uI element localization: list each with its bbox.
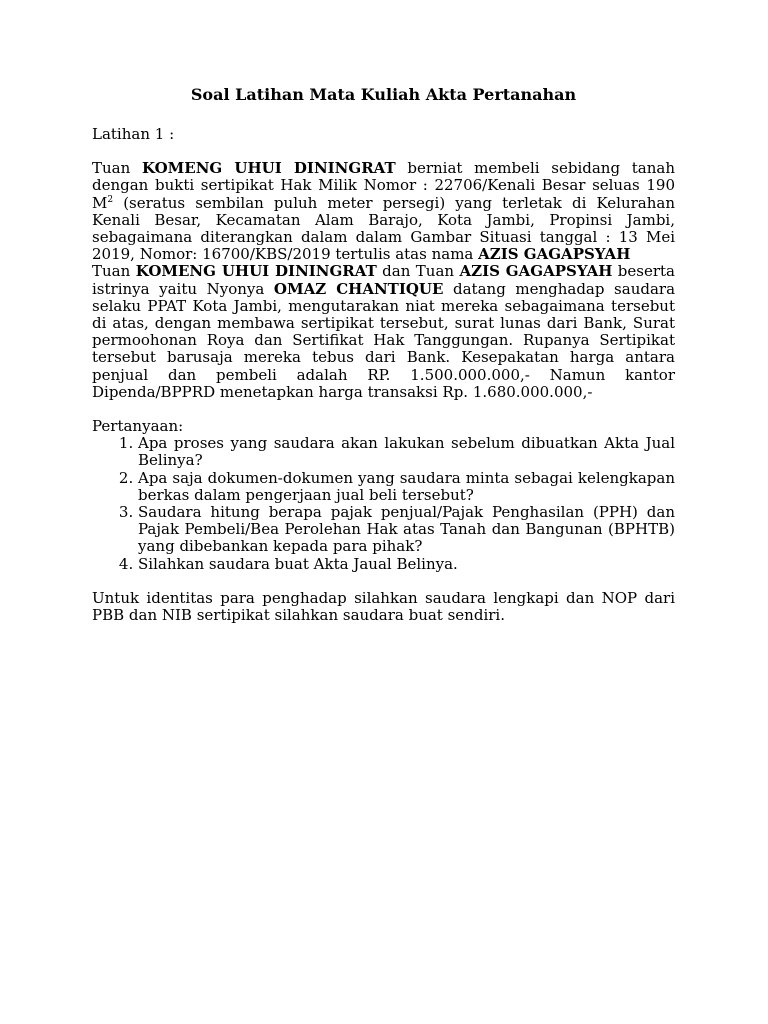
buyer-name: KOMENG UHUI DININGRAT bbox=[141, 159, 396, 178]
text-run: (seratus sembilan puluh meter persegi) yang terletak di Kelurahan Kenali Besar, Kecamatan Alam Barajo, Kota Jambi, Propinsi Jambi, sebagaimana diterangkan dalam dalam Gambar Situasi tanggal : 13 Mei 2019, Nomor: 16700/KBS/2019 tertulis atas nama bbox=[92, 193, 675, 264]
questions-label: Pertanyaan: bbox=[92, 417, 184, 436]
text-run: Tuan bbox=[92, 159, 142, 178]
question-item: 2. Apa saja dokumen-dokumen yang saudara minta sebagai kelengkapan berkas dalam pengerjaan jual beli tersebut? bbox=[138, 470, 675, 504]
case-paragraph-1 bbox=[92, 160, 675, 263]
text-run: dan Tuan bbox=[376, 262, 460, 281]
questions-list bbox=[92, 435, 675, 573]
wife-name: OMAZ CHANTIQUE bbox=[273, 279, 444, 298]
superscript: 2 bbox=[107, 194, 114, 205]
exercise-label: Latihan 1 : bbox=[92, 125, 175, 143]
document-page bbox=[92, 86, 675, 624]
question-item: 3. Saudara hitung berapa pajak penjual/Pajak Penghasilan (PPH) dan Pajak Pembeli/Bea Perolehan Hak atas Tanah dan Bangunan (BPHTB) yang dibebankan kepada para pihak? bbox=[138, 504, 675, 556]
question-item: 4. Silahkan saudara buat Akta Jaual Belinya. bbox=[138, 556, 675, 573]
document-title: Soal Latihan Mata Kuliah Akta Pertanahan bbox=[190, 85, 577, 104]
text-run: Tuan bbox=[92, 262, 136, 281]
owner-name: AZIS GAGAPSYAH bbox=[478, 245, 631, 264]
text-run: beserta istrinya yaitu Nyonya bbox=[92, 262, 675, 298]
text-run: berniat membeli sebidang tanah dengan bukti sertipikat Hak Milik Nomor : 22706/Kenali Besar seluas 190 M bbox=[92, 159, 675, 212]
case-paragraph-2 bbox=[92, 263, 675, 401]
closing-paragraph: Untuk identitas para penghadap silahkan saudara lengkapi dan NOP dari PBB dan NIB sertipikat silahkan saudara buat sendiri. bbox=[92, 588, 675, 625]
text-run: datang menghadap saudara selaku PPAT Kota Jambi, mengutarakan niat mereka sebagaimana tersebut di atas, dengan membawa sertipikat tersebut, surat lunas dari Bank, Surat permoohonan Roya dan Sertifikat Hak Tanggungan. Rupanya Sertipikat tersebut barusaja mereka tebus dari Bank. Kesepakatan harga antara penjual dan pembeli adalah RP. 1.500.000.000,- Namun kantor Dipenda/BPPRD menetapkan harga transaksi Rp. 1.680.000.000,- bbox=[92, 279, 676, 401]
question-item: 1. Apa proses yang saudara akan lakukan sebelum dibuatkan Akta Jual Belinya? bbox=[138, 435, 675, 469]
buyer-name: KOMENG UHUI DININGRAT bbox=[135, 262, 377, 281]
seller-name: AZIS GAGAPSYAH bbox=[459, 262, 613, 281]
